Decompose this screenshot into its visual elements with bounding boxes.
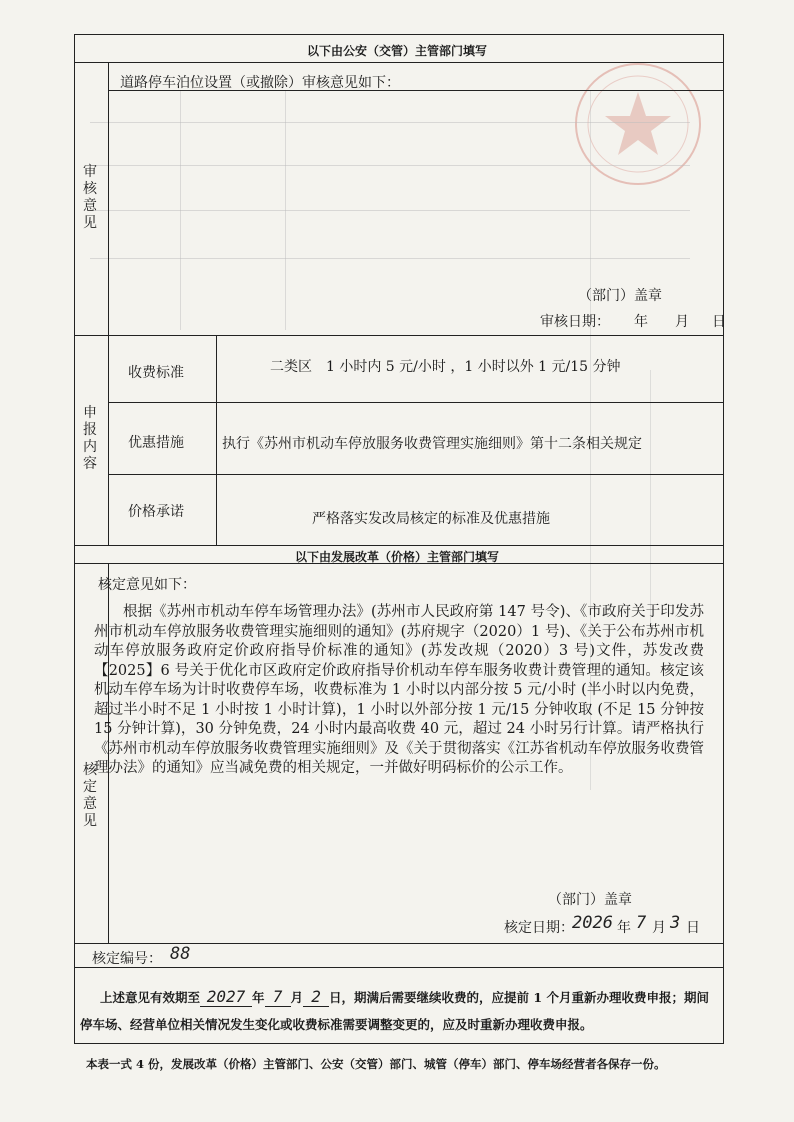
review-date-month: 月 (675, 314, 689, 330)
approval-date-day-handwritten: 3 (670, 913, 681, 933)
price-commitment-label: 价格承诺 (128, 504, 184, 520)
review-date-day: 日 (712, 314, 726, 330)
validity-month-handwritten: 7 (265, 987, 291, 1007)
approval-seal-label: （部门）盖章 (548, 892, 632, 908)
development-reform-header: 以下由发展改革（价格）主管部门填写 (294, 550, 499, 564)
review-seal-label: （部门）盖章 (578, 288, 662, 304)
approval-number-handwritten: 88 (170, 944, 191, 964)
application-content-side-label: 申报内容 (83, 405, 97, 472)
footer-note: 本表一式 4 份，发展改革（价格）主管部门、公安（交管）部门、城管（停车）部门、停车场经营者各保存一份。 (86, 1057, 666, 1071)
validity-line-1: 上述意见有效期至 2027 年 7 月 2 日，期满后需要继续收费的，应提前 1 个月重新办理收费申报；期间 (100, 987, 709, 1006)
discount-measures-value: 执行《苏州市机动车停放服务收费管理实施细则》第十二条相关规定 (222, 436, 642, 452)
fee-standard-label: 收费标准 (128, 365, 184, 381)
review-date-label: 审核日期： (540, 314, 610, 330)
review-date-year: 年 (634, 314, 648, 330)
price-commitment-value: 严格落实发改局核定的标准及优惠措施 (312, 511, 550, 527)
review-opinion-prompt: 道路停车泊位设置（或撤除）审核意见如下： (120, 75, 400, 91)
validity-day-handwritten: 2 (303, 987, 329, 1007)
validity-line-2: 停车场、经营单位相关情况发生变化或收费标准需要调整变更的，应及时重新办理收费申报。 (80, 1017, 593, 1032)
fee-standard-value: 二类区 1 小时内 5 元/小时 ，1 小时以外 1 元/15 分钟 (270, 359, 621, 375)
discount-measures-label: 优惠措施 (128, 435, 184, 451)
approval-date-month-unit: 月 (652, 920, 666, 936)
approval-date-label: 核定日期： (504, 920, 574, 936)
approval-date-year-handwritten: 2026 (572, 913, 613, 933)
approval-opinion-paragraph: 根据《苏州市机动车停车场管理办法》(苏州市人民政府第 147 号令)、《市政府关于印发苏州市机动车停放服务收费管理实施细则的通知》(苏府规字（2020）1 号)、《关于公布苏州市机动车停放服务政府定价政府指导价标准的通知》(苏发改规（2020）3 号)文件，苏发改费【2025】6 号关于优化市区政府定价政府指导价机动车停车服务收费计费管理的通知。核定该机动车停车场为计时收费停车场，收费标准为 1 小时以内部分按 5 元/小时 (半小时以内免费，超过半小时不足 1 小时按 1 小时计算)，1 小时以外部分按 1 元/15 分钟收取 (不足 15 分钟按 15 分钟计算)，30 分钟免费，24 小时内最高收费 40 元，超过 24 小时另行计算。请严格执行《苏州市机动车停放服务收费管理实施细则》及《关于贯彻落实《江苏省机动车停放服务收费管理办法》的通知》应当减免费的相关规定，一并做好明码标价的公示工作。 (94, 604, 704, 776)
approval-date-day-unit: 日 (686, 920, 700, 936)
approval-date-month-handwritten: 7 (636, 913, 647, 933)
validity-year-handwritten: 2027 (200, 987, 252, 1007)
public-security-header: 以下由公安（交管）主管部门填写 (306, 44, 487, 58)
approval-opinion-prompt: 核定意见如下： (98, 577, 196, 593)
approval-date-year-unit: 年 (617, 920, 631, 936)
approval-opinion-side-label: 核定意见 (83, 762, 97, 829)
review-opinion-side-label: 审核意见 (83, 164, 97, 231)
approval-number-label: 核定编号： (92, 951, 162, 967)
